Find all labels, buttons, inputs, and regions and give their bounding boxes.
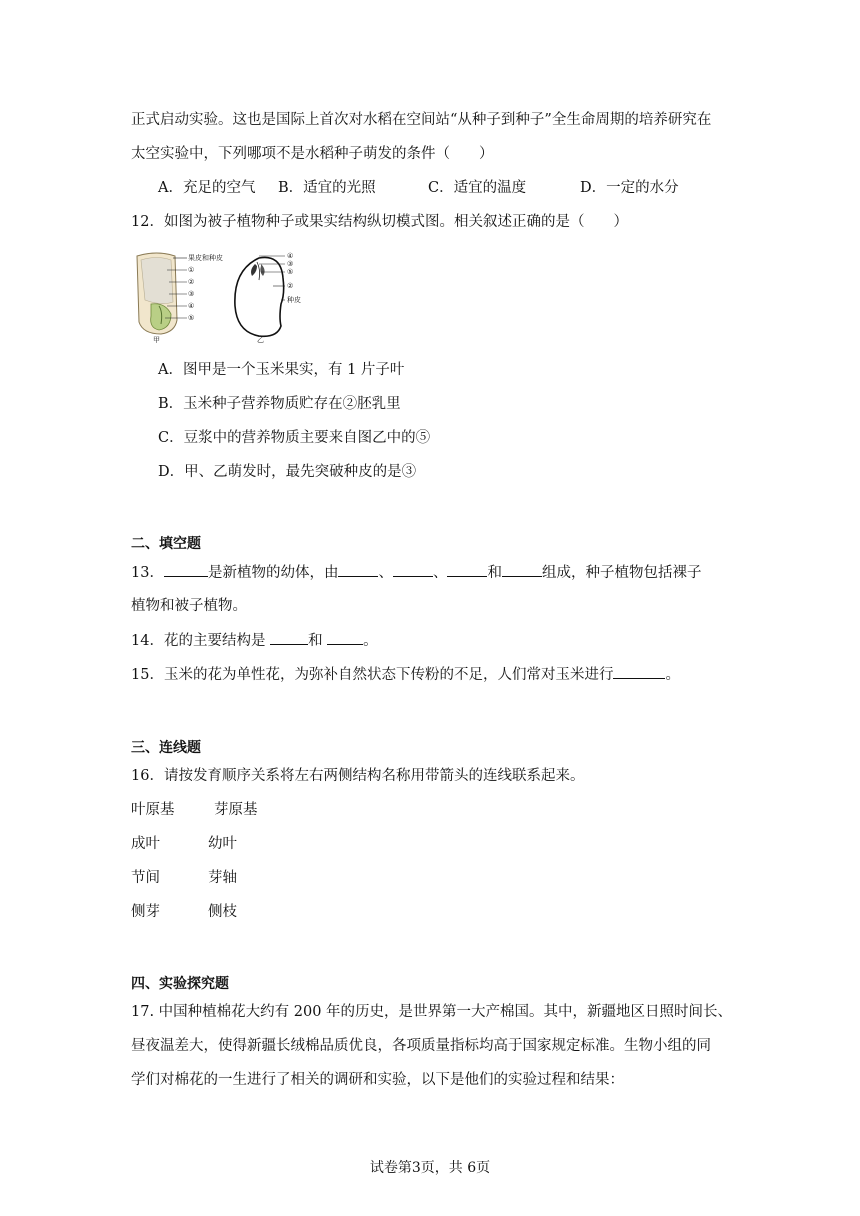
q12-option-c: C．豆浆中的营养物质主要来自图乙中的⑤: [158, 430, 431, 446]
q13-blank-4: [447, 562, 487, 577]
match-right-3: 芽轴: [208, 870, 237, 886]
page-footer: 试卷第3页，共 6页: [369, 1160, 491, 1176]
q16-stem: 16．请按发育顺序关系将左右两侧结构名称用带箭头的连线联系起来。: [131, 768, 585, 784]
q11-line2: 太空实验中，下列哪项不是水稻种子萌发的条件（ ）: [131, 146, 494, 162]
match-right-2: 幼叶: [208, 836, 237, 852]
q11-option-b: B．适宜的光照: [278, 180, 376, 196]
section-3-title: 三、连线题: [131, 740, 201, 756]
q11-line1: 正式启动实验。这也是国际上首次对水稻在空间站“从种子到种子”全生命周期的培养研究在: [131, 112, 712, 128]
q17-line2: 昼夜温差大，使得新疆长绒棉品质优良，各项质量指标均高于国家规定标准。生物小组的同: [131, 1038, 711, 1054]
yi-label-3: ③: [287, 260, 294, 268]
yi-caption: 乙: [257, 336, 264, 344]
q12-option-b: B．玉米种子营养物质贮存在②胚乳里: [158, 396, 401, 412]
q14: 14．花的主要结构是 和 。: [131, 630, 378, 651]
q11-option-c: C．适宜的温度: [428, 180, 527, 196]
match-right-4: 侧枝: [208, 904, 237, 920]
corn-kernel-diagram: [137, 253, 177, 334]
jia-label-1: ①: [188, 266, 195, 274]
q14-blank-2: [327, 630, 363, 645]
q12-stem: 12．如图为被子植物种子或果实结构纵切模式图。相关叙述正确的是（ ）: [131, 214, 628, 230]
q15-blank: [613, 664, 665, 679]
match-left-3: 节间: [131, 870, 160, 886]
jia-label-3: ③: [188, 290, 195, 298]
yi-label-2: ②: [287, 282, 294, 290]
q17-line3: 学们对棉花的一生进行了相关的调研和实验，以下是他们的实验过程和结果：: [131, 1072, 624, 1088]
q13-blank-3: [393, 562, 433, 577]
q14-blank-1: [270, 630, 308, 645]
q13-blank-5: [502, 562, 542, 577]
q11-option-d: D．一定的水分: [580, 180, 679, 196]
q13-line1: 13． 是新植物的幼体，由 、 、 和 组成，种子植物包括裸子: [131, 562, 701, 583]
match-right-1: 芽原基: [214, 802, 258, 818]
jia-label-2: ②: [188, 278, 195, 286]
q11-option-a: A．充足的空气: [158, 180, 256, 196]
q17-line1: 17. 中国种植棉花大约有 200 年的历史，是世界第一大产棉国。其中，新疆地区日照时间长、: [131, 1004, 733, 1020]
q15: 15．玉米的花为单性花，为弥补自然状态下传粉的不足，人们常对玉米进行 。: [131, 664, 680, 685]
match-left-2: 成叶: [131, 836, 160, 852]
bean-seed-diagram: [235, 257, 284, 336]
q12-option-a: A．图甲是一个玉米果实，有 1 片子叶: [158, 362, 405, 378]
match-left-1: 叶原基: [131, 802, 175, 818]
jia-label-pericarp: 果皮和种皮: [188, 254, 223, 262]
q13-blank-2: [338, 562, 378, 577]
jia-label-4: ④: [188, 302, 195, 310]
match-left-4: 侧芽: [131, 904, 160, 920]
section-2-title: 二、填空题: [131, 536, 201, 552]
section-4-title: 四、实验探究题: [131, 976, 229, 992]
seed-structure-figure: [131, 250, 311, 344]
jia-label-5: ⑤: [188, 314, 195, 322]
jia-caption: 甲: [153, 336, 160, 344]
q13-blank-1: [164, 562, 208, 577]
yi-label-seed-coat: 种皮: [287, 296, 301, 304]
yi-label-4: ④: [287, 252, 294, 260]
q12-option-d: D．甲、乙萌发时，最先突破种皮的是③: [158, 464, 417, 480]
q13-line2: 植物和被子植物。: [131, 598, 247, 614]
yi-label-5: ⑤: [287, 268, 294, 276]
